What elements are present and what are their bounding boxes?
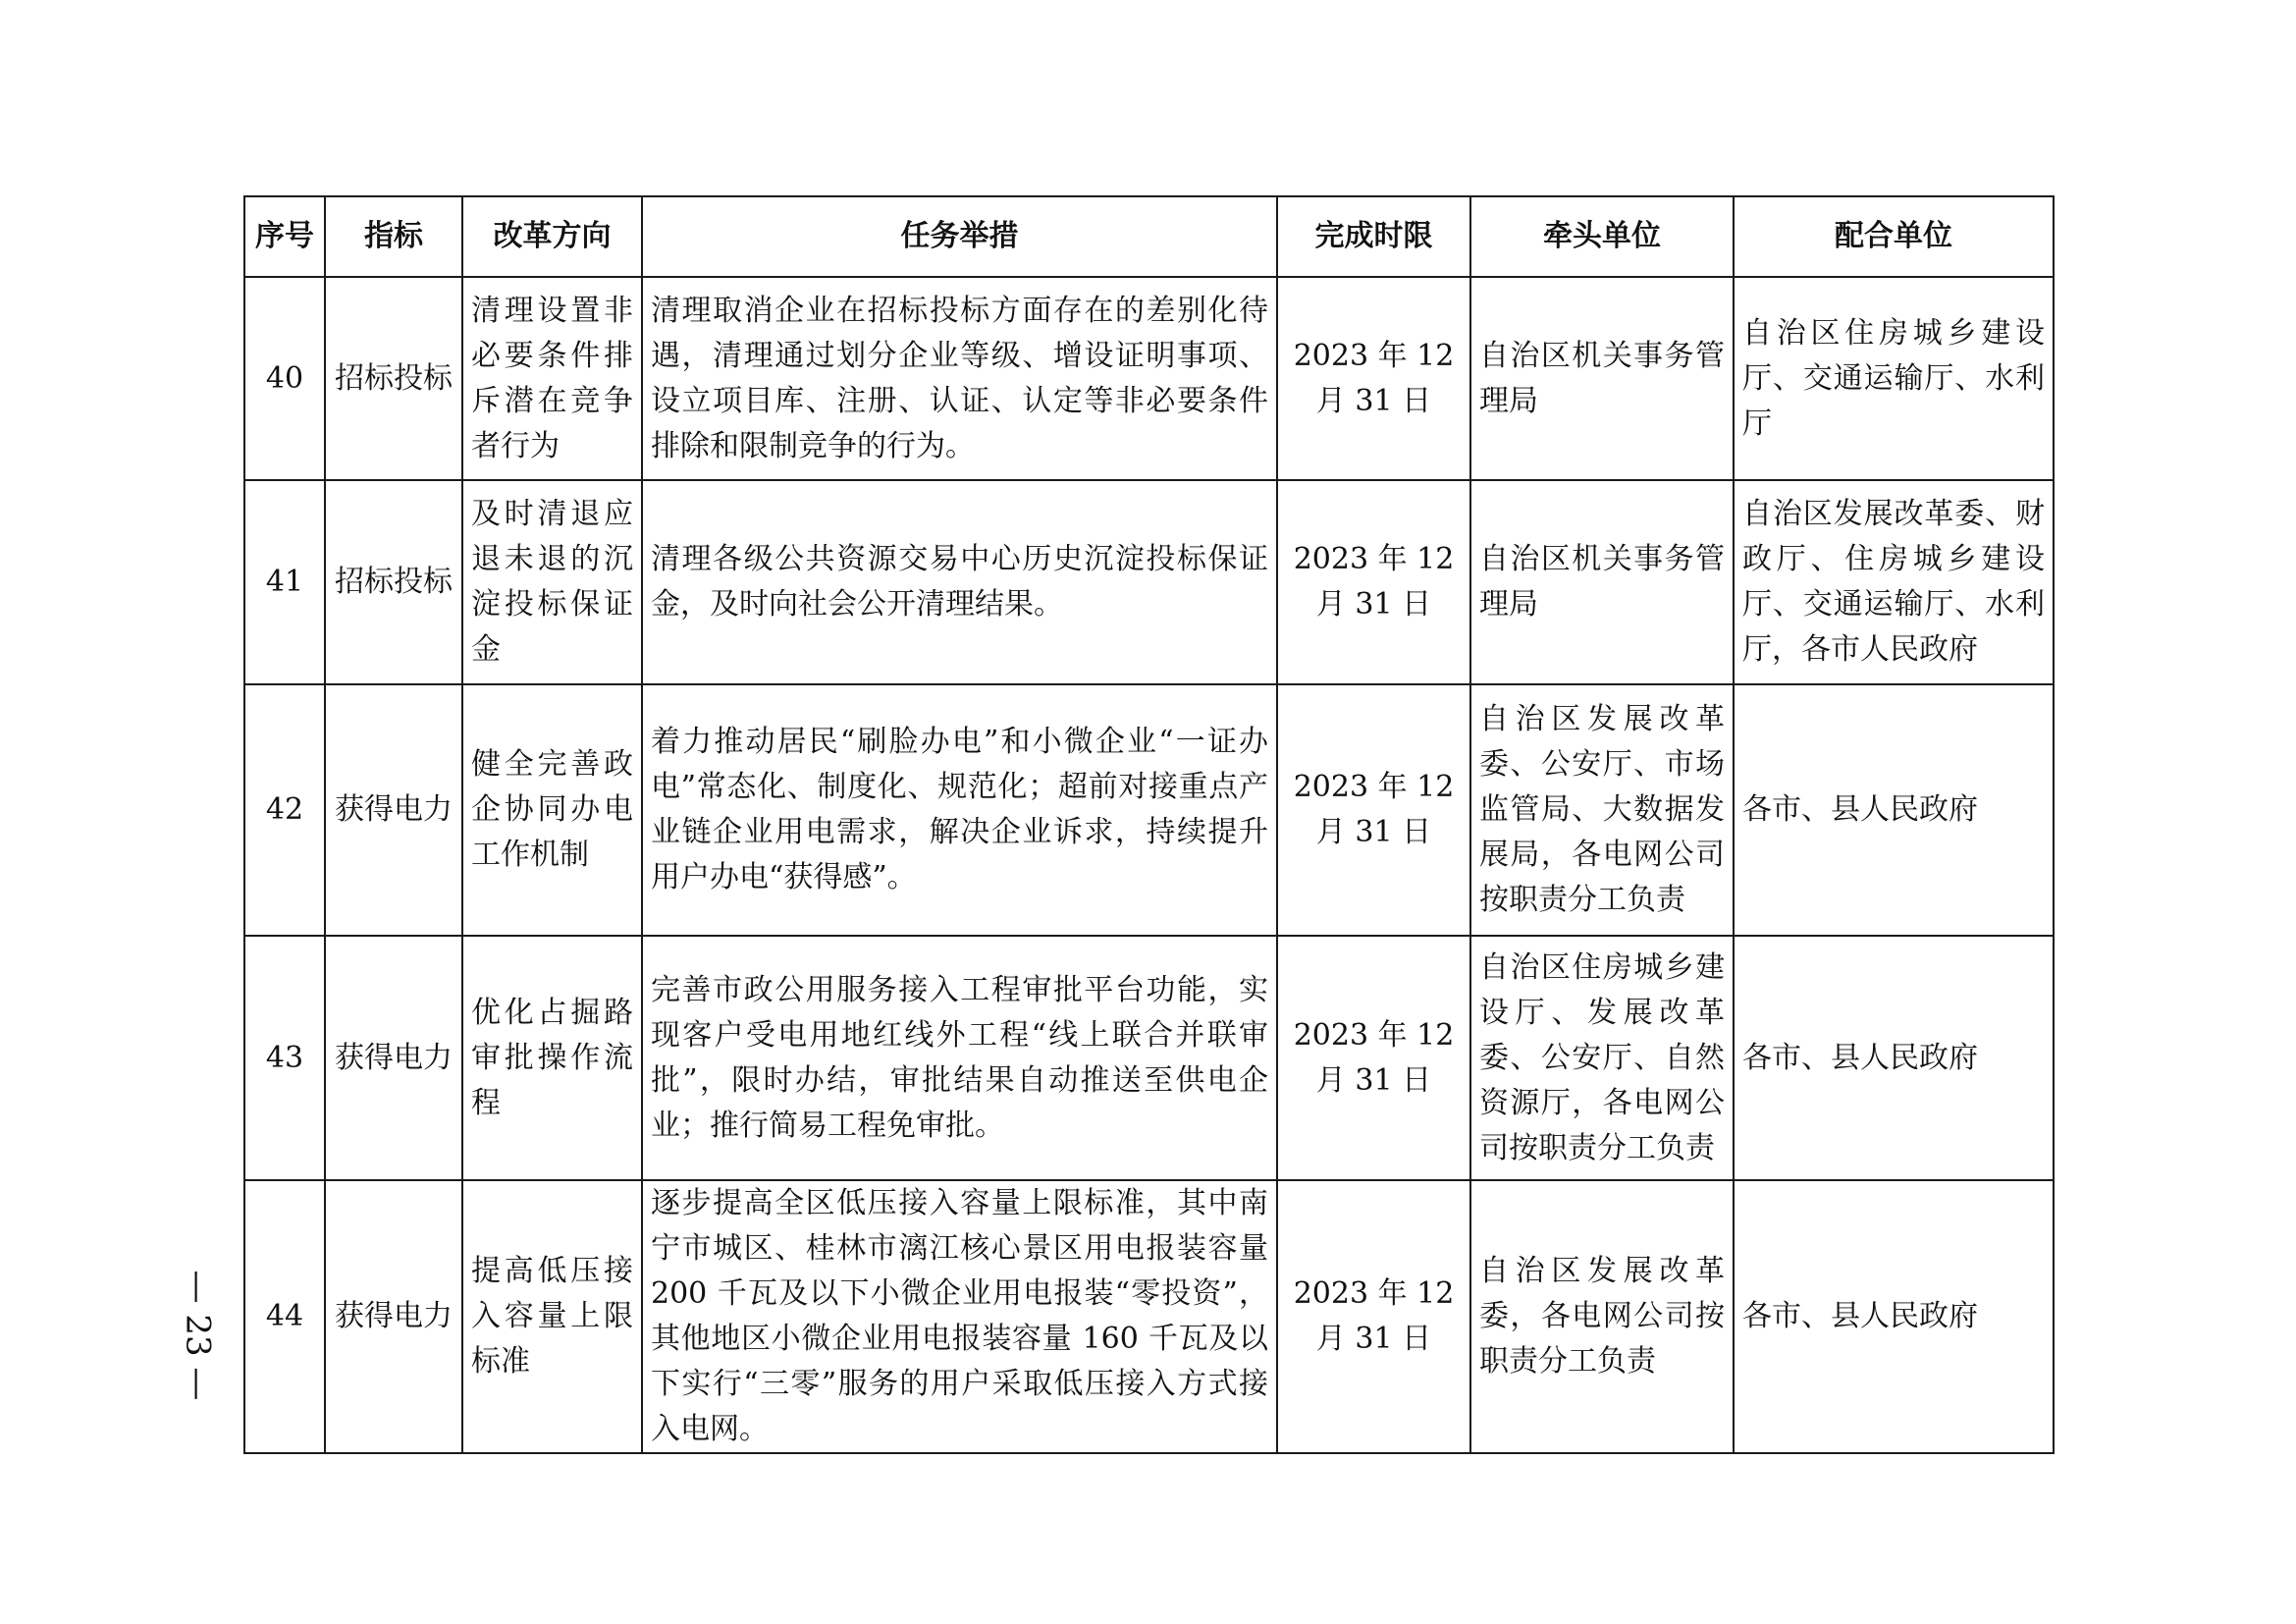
page-number: — 23 — <box>178 1270 218 1401</box>
cell-deadline: 2023 年 12 月 31 日 <box>1277 1180 1470 1453</box>
cell-indicator: 招标投标 <box>325 277 462 480</box>
cell-task-measures: 着力推动居民“刷脸办电”和小微企业“一证办电”常态化、制度化、规范化；超前对接重点产业链企业用电需求，解决企业诉求，持续提升用户办电“获得感”。 <box>642 684 1277 936</box>
cell-serial-number: 42 <box>244 684 325 936</box>
cell-deadline: 2023 年 12 月 31 日 <box>1277 480 1470 684</box>
table-row <box>244 480 2054 684</box>
table-header <box>244 196 2054 277</box>
page-number-container <box>173 1257 222 1414</box>
cell-reform-direction: 清理设置非必要条件排斥潜在竞争者行为 <box>462 277 642 480</box>
cell-indicator: 获得电力 <box>325 1180 462 1453</box>
header-task-measures: 任务举措 <box>642 196 1277 277</box>
table-row <box>244 1180 2054 1453</box>
cell-lead-unit: 自治区发展改革委、公安厅、市场监管局、大数据发展局，各电网公司按职责分工负责 <box>1470 684 1734 936</box>
cell-lead-unit: 自治区发展改革委，各电网公司按职责分工负责 <box>1470 1180 1734 1453</box>
table-row <box>244 684 2054 936</box>
cell-serial-number: 40 <box>244 277 325 480</box>
cell-task-measures: 逐步提高全区低压接入容量上限标准，其中南宁市城区、桂林市漓江核心景区用电报装容量 200 千瓦及以下小微企业用电报装“零投资”，其他地区小微企业用电报装容量 160 千瓦及以下实行“三零”服务的用户采取低压接入方式接入电网。 <box>642 1180 1277 1453</box>
cell-serial-number: 44 <box>244 1180 325 1453</box>
cell-cooperating-unit: 自治区发展改革委、财政厅、住房城乡建设厅、交通运输厅、水利厅，各市人民政府 <box>1734 480 2054 684</box>
cell-task-measures: 完善市政公用服务接入工程审批平台功能，实现客户受电用地红线外工程“线上联合并联审批”，限时办结，审批结果自动推送至供电企业；推行简易工程免审批。 <box>642 936 1277 1180</box>
cell-cooperating-unit: 各市、县人民政府 <box>1734 936 2054 1180</box>
cell-cooperating-unit: 各市、县人民政府 <box>1734 1180 2054 1453</box>
cell-lead-unit: 自治区住房城乡建设厅、发展改革委、公安厅、自然资源厅，各电网公司按职责分工负责 <box>1470 936 1734 1180</box>
header-deadline: 完成时限 <box>1277 196 1470 277</box>
cell-lead-unit: 自治区机关事务管理局 <box>1470 480 1734 684</box>
table-body <box>244 277 2054 1453</box>
header-reform-direction: 改革方向 <box>462 196 642 277</box>
header-row <box>244 196 2054 277</box>
reform-task-table <box>243 195 2055 1454</box>
header-lead-unit: 牵头单位 <box>1470 196 1734 277</box>
header-serial-number: 序号 <box>244 196 325 277</box>
cell-indicator: 获得电力 <box>325 936 462 1180</box>
table-row <box>244 936 2054 1180</box>
cell-serial-number: 41 <box>244 480 325 684</box>
cell-reform-direction: 健全完善政企协同办电工作机制 <box>462 684 642 936</box>
cell-indicator: 获得电力 <box>325 684 462 936</box>
header-cooperating-unit: 配合单位 <box>1734 196 2054 277</box>
cell-lead-unit: 自治区机关事务管理局 <box>1470 277 1734 480</box>
cell-deadline: 2023 年 12 月 31 日 <box>1277 936 1470 1180</box>
cell-deadline: 2023 年 12 月 31 日 <box>1277 277 1470 480</box>
cell-reform-direction: 及时清退应退未退的沉淀投标保证金 <box>462 480 642 684</box>
cell-cooperating-unit: 各市、县人民政府 <box>1734 684 2054 936</box>
header-indicator: 指标 <box>325 196 462 277</box>
cell-reform-direction: 优化占掘路审批操作流程 <box>462 936 642 1180</box>
cell-task-measures: 清理取消企业在招标投标方面存在的差别化待遇，清理通过划分企业等级、增设证明事项、设立项目库、注册、认证、认定等非必要条件排除和限制竞争的行为。 <box>642 277 1277 480</box>
reform-task-table-container <box>243 195 2053 1454</box>
cell-reform-direction: 提高低压接入容量上限标准 <box>462 1180 642 1453</box>
cell-cooperating-unit: 自治区住房城乡建设厅、交通运输厅、水利厅 <box>1734 277 2054 480</box>
cell-deadline: 2023 年 12 月 31 日 <box>1277 684 1470 936</box>
cell-serial-number: 43 <box>244 936 325 1180</box>
table-row <box>244 277 2054 480</box>
cell-task-measures: 清理各级公共资源交易中心历史沉淀投标保证金，及时向社会公开清理结果。 <box>642 480 1277 684</box>
cell-indicator: 招标投标 <box>325 480 462 684</box>
